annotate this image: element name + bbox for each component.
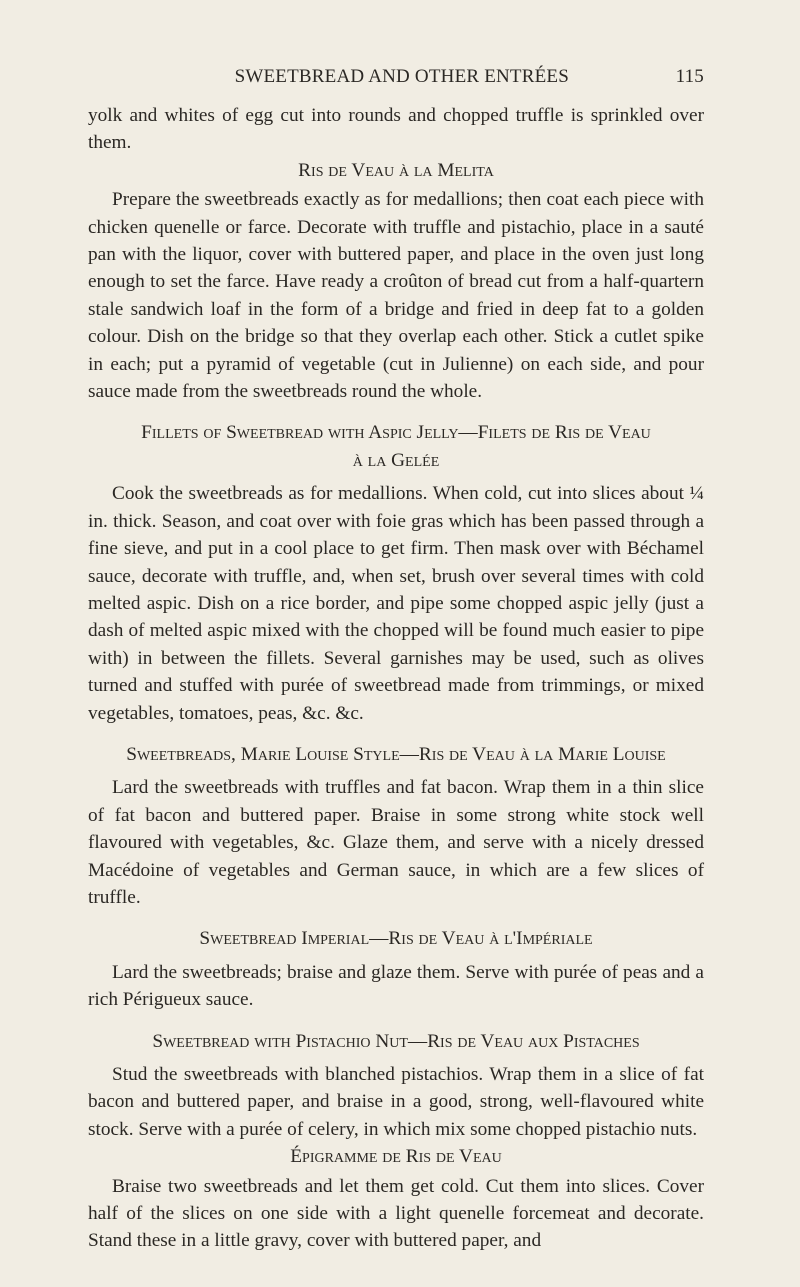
paragraph-imperial: Lard the sweetbreads; braise and glaze them. Serve with purée of peas and a rich Périgueux sauce.: [88, 961, 704, 1011]
heading-marie-louise: Sweetbreads, Marie Louise Style—Ris de Veau à la Marie Louise: [126, 743, 666, 765]
paragraph-continued: yolk and whites of egg cut into rounds and chopped truffle is sprinkled over them.: [88, 105, 704, 154]
heading-fillets-aspic: [88, 419, 704, 474]
heading-melita: Ris de Veau à la Melita: [298, 159, 494, 181]
heading-fillets-aspic-line1: Fillets of Sweetbread with Aspic Jelly—Filets de Ris de Veau: [141, 422, 651, 444]
heading-pistachio: Sweetbread with Pistachio Nut—Ris de Veau aux Pistaches: [152, 1030, 640, 1052]
paragraph-melita: Prepare the sweetbreads exactly as for medallions; then coat each piece with chicken quenelle or farce. Decorate with truffle and pistachio, place in a sauté pan with the liquor, cover with buttered paper, and place in the oven just long enough to set the farce. Have ready a croûton of bread cut from a half-quartern stale sandwich loaf in the form of a bridge and fried in deep fat to a golden colour. Dish on the bridge so that they overlap each other. Stick a cutlet spike in each; put a pyramid of vegetable (cut in Julienne) on each side, and pour sauce made from the sweetbreads round the whole.: [88, 189, 704, 403]
heading-epigramme: Épigramme de Ris de Veau: [290, 1146, 502, 1168]
paragraph-epigramme: Braise two sweetbreads and let them get cold. Cut them into slices. Cover half of the slices on one side with a light quenelle forcemeat and decorate. Stand these in a little gravy, cover with buttered paper, and: [88, 1175, 704, 1252]
page-number: 115: [675, 66, 704, 87]
paragraph-marie-louise: Lard the sweetbreads with truffles and fat bacon. Wrap them in a thin slice of fat bacon and buttered paper. Braise in some strong white stock well flavoured with vegetables, &c. Glaze them, and serve with a nicely dressed Macédoine of vegetables and German sauce, in which are a few slices of truffle.: [88, 777, 704, 908]
paragraph-fillets-aspic: Cook the sweetbreads as for medallions. When cold, cut into slices about ¼ in. thick. Season, and coat over with foie gras which has been passed through a fine sieve, and put in a cool place to get firm. Then mask over with Béchamel sauce, decorate with truffle, and, when set, brush over several times with cold melted aspic. Dish on a rice border, and pipe some chopped aspic jelly (just a dash of melted aspic mixed with the chopped will be found much easier to pipe with) in between the fillets. Several garnishes may be used, such as olives turned and stuffed with purée of sweetbread made from trimmings, or mixed vegetables, tomatoes, peas, &c. &c.: [88, 483, 704, 724]
running-title: SWEETBREAD AND OTHER ENTRÉES: [234, 66, 569, 87]
running-head: [88, 0, 704, 88]
heading-fillets-aspic-line2: à la Gelée: [352, 449, 440, 471]
paragraph-pistachio: Stud the sweetbreads with blanched pistachios. Wrap them in a slice of fat bacon and buttered paper, and braise in a good, strong, well-flavoured white stock. Serve with a purée of celery, in which mix some chopped pistachio nuts.: [88, 1064, 704, 1140]
heading-imperial: Sweetbread Imperial—Ris de Veau à l'Impériale: [199, 928, 593, 950]
